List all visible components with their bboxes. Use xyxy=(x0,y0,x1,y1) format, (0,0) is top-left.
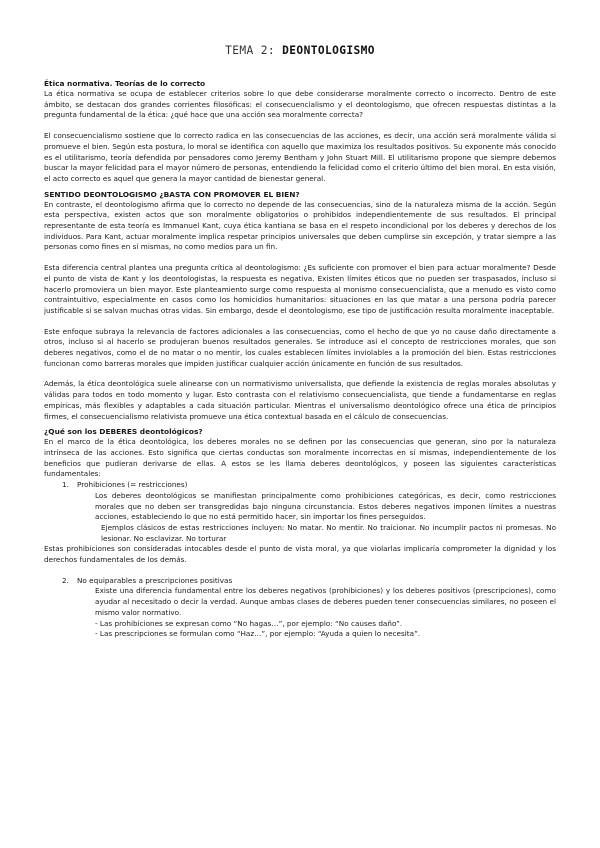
paragraph-diferencia-central: Esta diferencia central plantea una pregunta crítica al deontologismo: ¿Es suficiente con promover el bien para actuar moralmente? Desde el punto de vista de Kant y los deontologistas, la respuesta es negativa. Existen límites éticos que no pueden ser traspasados, incluso si hacerlo promoviera un bien mayor. Este planteamiento surge como respuesta al monismo consecuencialista, que a menudo es visto como contraintuitivo, especialmente en casos como los homicidios humanitarios: situaciones en las que matar a una persona podría parecer justificable si se salvan muchas otras vidas. Sin embargo, desde el deontologismo, ese tipo de justificación resulta moralmente inaceptable. xyxy=(44,263,556,315)
title-prefix: TEMA 2: xyxy=(225,44,283,57)
list-item-body: Los deberes deontológicos se manifiestan principalmente como prohibiciones categóricas, es decir, como restricciones morales que no deben ser transgredidas bajo ninguna circunstancia. Estos deberes negativos imponen límites a nuestras acciones, estableciendo lo que no está permitido hacer, sin importar los fines perseguidos. xyxy=(95,490,556,522)
list-item-line: - Las prohibiciones se expresan como “No hagas…”, por ejemplo: “No causes daño”. xyxy=(95,618,403,628)
list-number: 2. xyxy=(62,575,69,585)
list-item-title: Prohibiciones (= restricciones) xyxy=(77,480,188,490)
section-heading-sentido-deontologismo: SENTIDO DEONTOLOGISMO ¿BASTA CON PROMOVER EL BIEN? xyxy=(44,189,300,199)
list-item-title: No equiparables a prescripciones positivas xyxy=(77,575,233,585)
paragraph-deberes-intro: En el marco de la ética deontológica, los deberes morales no se definen por las consecuencias que generan, sino por la naturaleza intrínseca de las acciones. Esto significa que ciertas conductas son moralmente incorrectas en sí mismas, independientemente de los beneficios que pudieran derivarse de ellas. A estos se les llama deberes deontológicos, y poseen las siguientes características fundamentales: xyxy=(44,437,556,479)
paragraph-deontologismo: En contraste, el deontologismo afirma que lo correcto no depende de las consecuencias, sino de la naturaleza misma de la acción. Según esta perspectiva, existen actos que son moralmente obligatorios o prohibidos independientemente de sus resultados. El principal representante de esta teoría es Immanuel Kant, cuya ética kantiana se basa en el respeto incondicional por los deberes y derechos de los individuos. Para Kant, actuar moralmente implica respetar principios universales que deben cumplirse sin excepción, y tratar siempre a las personas como fines en sí mismas, no como medios para un fin. xyxy=(44,199,556,252)
page-title xyxy=(44,44,556,57)
list-item-body: Existe una diferencia fundamental entre los deberes negativos (prohibiciones) y los deberes positivos (prescripciones), como ayudar al necesitado o decir la verdad. Aunque ambas clases de deberes pueden tener consecuencias similares, no poseen el mismo valor normativo. xyxy=(95,586,556,617)
paragraph-intocables: Estas prohibiciones son consideradas intocables desde el punto de vista moral, ya que violarlas implicaría comprometer la dignidad y los derechos fundamentales de los demás. xyxy=(44,544,556,565)
paragraph-consecuencialismo: El consecuencialismo sostiene que lo correcto radica en las consecuencias de las acciones, es decir, una acción será moralmente válida si promueve el bien. Según esta postura, lo moral se identifica con aquello que maximiza los resultados positivos. Su exponente más conocido es el utilitarismo, teoría defendida por pensadores como Jeremy Bentham y John Stuart Mill. El utilitarismo propone que siempre debemos buscar la mayor felicidad para el mayor número de personas, entendiendo la felicidad como el criterio último del bien moral. En esta visión, el acto correcto es aquel que genera la mayor cantidad de bienestar general. xyxy=(44,131,556,183)
title-main: DEONTOLOGISMO xyxy=(282,44,375,57)
list-item-line: - Las prescripciones se formulan como “Haz…”, por ejemplo: “Ayuda a quien lo necesita”. xyxy=(95,629,421,639)
paragraph-universalismo: Además, la ética deontológica suele alinearse con un normativismo universalista, que defiende la existencia de reglas morales absolutas y válidas para todos en todo momento y lugar. Esto contrasta con el relativismo consecuencialista, que tiende a fundamentarse en reglas empíricas, más flexibles y adaptables a cada situación particular. Mientras el universalismo deontológico ofrece una ética de principios firmes, el consecuencialismo relativista promueve una ética contextual basada en el cálculo de consecuencias. xyxy=(44,379,556,421)
list-item-examples: Ejemplos clásicos de estas restricciones incluyen: No matar. No mentir. No traicionar. No incumplir pactos ni promesas. No lesionar. No esclavizar. No torturar xyxy=(101,522,556,543)
list-item-1 xyxy=(62,480,556,544)
list-item-2 xyxy=(62,576,556,640)
list-number: 1. xyxy=(62,480,69,490)
section-heading-deberes: ¿Qué son los DEBERES deontológicos? xyxy=(44,427,203,437)
section-heading-etica-normativa: Ética normativa. Teorías de lo correcto xyxy=(44,79,206,88)
paragraph-intro: La ética normativa se ocupa de establecer criterios sobre lo que debe considerarse moralmente correcto o incorrecto. Dentro de este ámbito, se destacan dos grandes corrientes filosóficas: el consecuencialismo y el deontologismo, que ofrecen respuestas distintas a la pregunta fundamental de la ética: ¿qué hace que una acción sea moralmente correcta? xyxy=(44,89,556,120)
paragraph-restricciones: Este enfoque subraya la relevancia de factores adicionales a las consecuencias, como el hecho de que yo no cause daño directamente a otros, incluso si al hacerlo se produjeran buenos resultados generales. Se introduce así el concepto de restricciones morales, que son deberes negativos, como el de no matar o no mentir, los cuales establecen límites inviolables a la promoción del bien. Estas restricciones funcionan como barreras morales que impiden justificar cualquier acción únicamente en función de sus resultados. xyxy=(44,326,556,368)
